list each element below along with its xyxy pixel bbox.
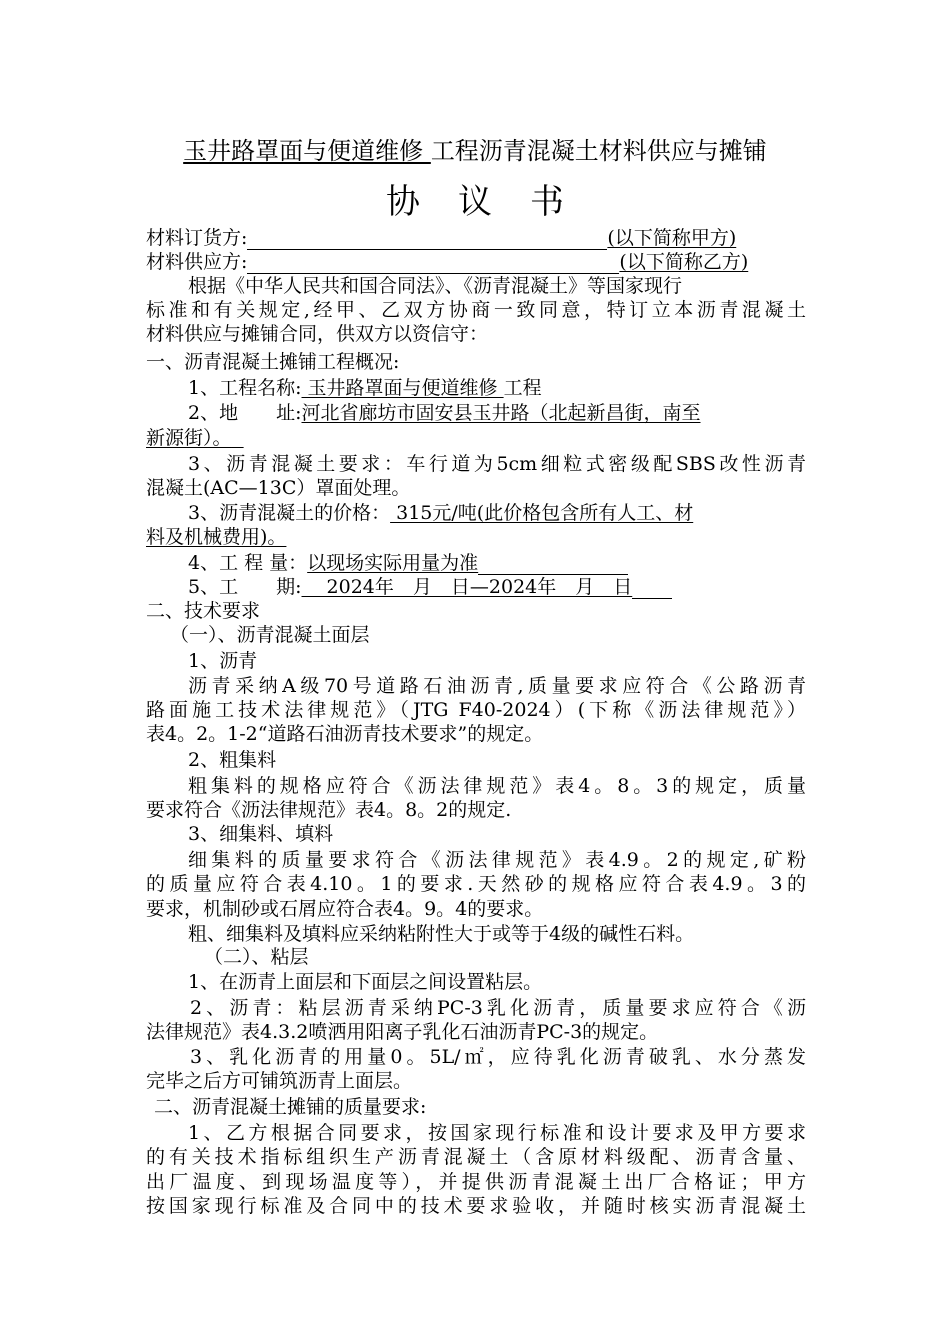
sub2-heading: （二）、粘层 xyxy=(204,946,309,968)
document-heading: 协议书 xyxy=(386,182,602,222)
item2-value-1: 河北省廊坊市固安县玉井路（北起新昌街，南至 xyxy=(301,402,701,424)
intro-line-2: 标准和有关规定,经甲、乙双方协商一致同意，特订立本沥青混凝土 xyxy=(146,299,806,321)
buyer-label: 材料订货方: xyxy=(146,227,248,249)
address-line-2 xyxy=(146,426,950,450)
supplier-line xyxy=(146,250,806,274)
item1-value: 玉井路罩面与便道维修 xyxy=(301,377,504,399)
quantity-value: 以现场实际用量为准 xyxy=(307,552,479,574)
asphalt-req-line-2: 混凝土(AC—13C）罩面处理。 xyxy=(146,477,411,499)
title-rest: 工程沥青混凝土材料供应与摊铺 xyxy=(430,137,767,165)
supplier-label: 材料供应方: xyxy=(146,251,248,273)
q2-line-2: 法律规范》表4.3.2喷洒用阳离子乳化石油沥青PC-3的规定。 xyxy=(146,1021,659,1043)
q3-line-2: 完毕之后方可铺筑沥青上面层。 xyxy=(146,1070,413,1092)
s3-line-2: 的有关技术指标组织生产沥青混凝土（含原材料级配、沥青含量、 xyxy=(146,1146,806,1168)
p1-line-3: 表4。2。1-2“道路石油沥青技术要求”的规定。 xyxy=(146,723,544,745)
item2-value-2: 新源街）。 xyxy=(146,427,232,449)
price-label: 3、沥青混凝土的价格： xyxy=(188,502,391,524)
period-line xyxy=(188,575,950,599)
section2-heading: 二、技术要求 xyxy=(146,600,261,622)
p2-line-1: 粗集料的规格应符合《沥法律规范》表4。8。3的规定，质量 xyxy=(188,775,806,797)
project-name-line xyxy=(188,376,950,400)
q3-line-1: 3、乳化沥青的用量0。5L/㎡，应待乳化沥青破乳、水分蒸发 xyxy=(190,1046,806,1068)
intro-line-1: 根据《中华人民共和国合同法》、《沥青混凝土》等国家现行 xyxy=(188,275,683,297)
price-value-2: 料及机械费用)。 xyxy=(146,526,287,548)
item1-suffix: 工程 xyxy=(503,377,542,399)
buyer-line xyxy=(146,226,806,250)
p3-line-1: 细集料的质量要求符合《沥法律规范》表4.9。2的规定,矿粉 xyxy=(188,849,806,871)
quantity-label: 4、工 程 量： xyxy=(188,552,308,574)
price-line-2 xyxy=(146,525,950,549)
item1-label: 1、工程名称: xyxy=(188,377,302,399)
p3-title: 3、细集料、填料 xyxy=(188,823,334,845)
quantity-line xyxy=(188,551,950,575)
s3-line-1: 1、乙方根据合同要求，按国家现行标准和设计要求及甲方要求 xyxy=(188,1122,806,1144)
buyer-note: (以下简称甲方) xyxy=(607,227,737,249)
section1-heading: 一、沥青混凝土摊铺工程概况: xyxy=(146,351,400,373)
p2-title: 2、粗集料 xyxy=(188,749,277,771)
s3-line-4: 按国家现行标准及合同中的技术要求验收，并随时核实沥青混凝土 xyxy=(146,1195,806,1217)
supplier-blank xyxy=(247,253,619,274)
project-name: 玉井路罩面与便道维修 xyxy=(183,137,431,165)
q2-line-1: 2、沥青：粘层沥青采纳PC-3乳化沥青，质量要求应符合《沥 xyxy=(190,997,806,1019)
supplier-note: (以下简称乙方) xyxy=(619,251,749,273)
q1-line: 1、在沥青上面层和下面层之间设置粘层。 xyxy=(188,971,543,993)
p3-line-4: 粗、细集料及填料应采纳粘附性大于或等于4级的碱性石料。 xyxy=(188,923,695,945)
price-value-1: 315元/吨(此价格包含所有人工、材 xyxy=(390,502,694,524)
sub1-heading: （一）、沥青混凝土面层 xyxy=(170,624,370,646)
p3-line-3: 要求，机制砂或石屑应符合表4。9。4的要求。 xyxy=(146,898,544,920)
section3-heading: 二、沥青混凝土摊铺的质量要求: xyxy=(154,1096,427,1118)
p3-line-2: 的质量应符合表4.10。1的要求.天然砂的规格应符合表4.9。3的 xyxy=(146,873,806,895)
p1-line-1: 沥青采纳A级70号道路石油沥青,质量要求应符合《公路沥青 xyxy=(188,675,806,697)
p1-line-2: 路面施工技术法律规范》（JTG F40-2024）(下称《沥法律规范》） xyxy=(146,699,806,721)
period-value: 2024年 月 日—2024年 月 日 xyxy=(301,576,633,598)
quantity-blank xyxy=(478,554,628,575)
period-blank xyxy=(632,578,672,599)
document-title xyxy=(0,135,950,167)
p2-line-2: 要求符合《沥法律规范》表4。8。2的规定. xyxy=(146,799,512,821)
item2-label: 2、地 址: xyxy=(188,402,302,424)
address-line xyxy=(188,401,950,425)
p1-title: 1、沥青 xyxy=(188,650,258,672)
price-line xyxy=(188,501,950,525)
period-label: 5、工 期: xyxy=(188,576,302,598)
buyer-blank xyxy=(247,229,607,250)
asphalt-req-line-1: 3、沥青混凝土要求：车行道为5cm细粒式密级配SBS改性沥青 xyxy=(188,453,806,475)
s3-line-3: 出厂温度、到现场温度等），并提供沥青混凝土出厂合格证；甲方 xyxy=(146,1171,806,1193)
intro-line-3: 材料供应与摊铺合同，供双方以资信守： xyxy=(146,323,489,345)
